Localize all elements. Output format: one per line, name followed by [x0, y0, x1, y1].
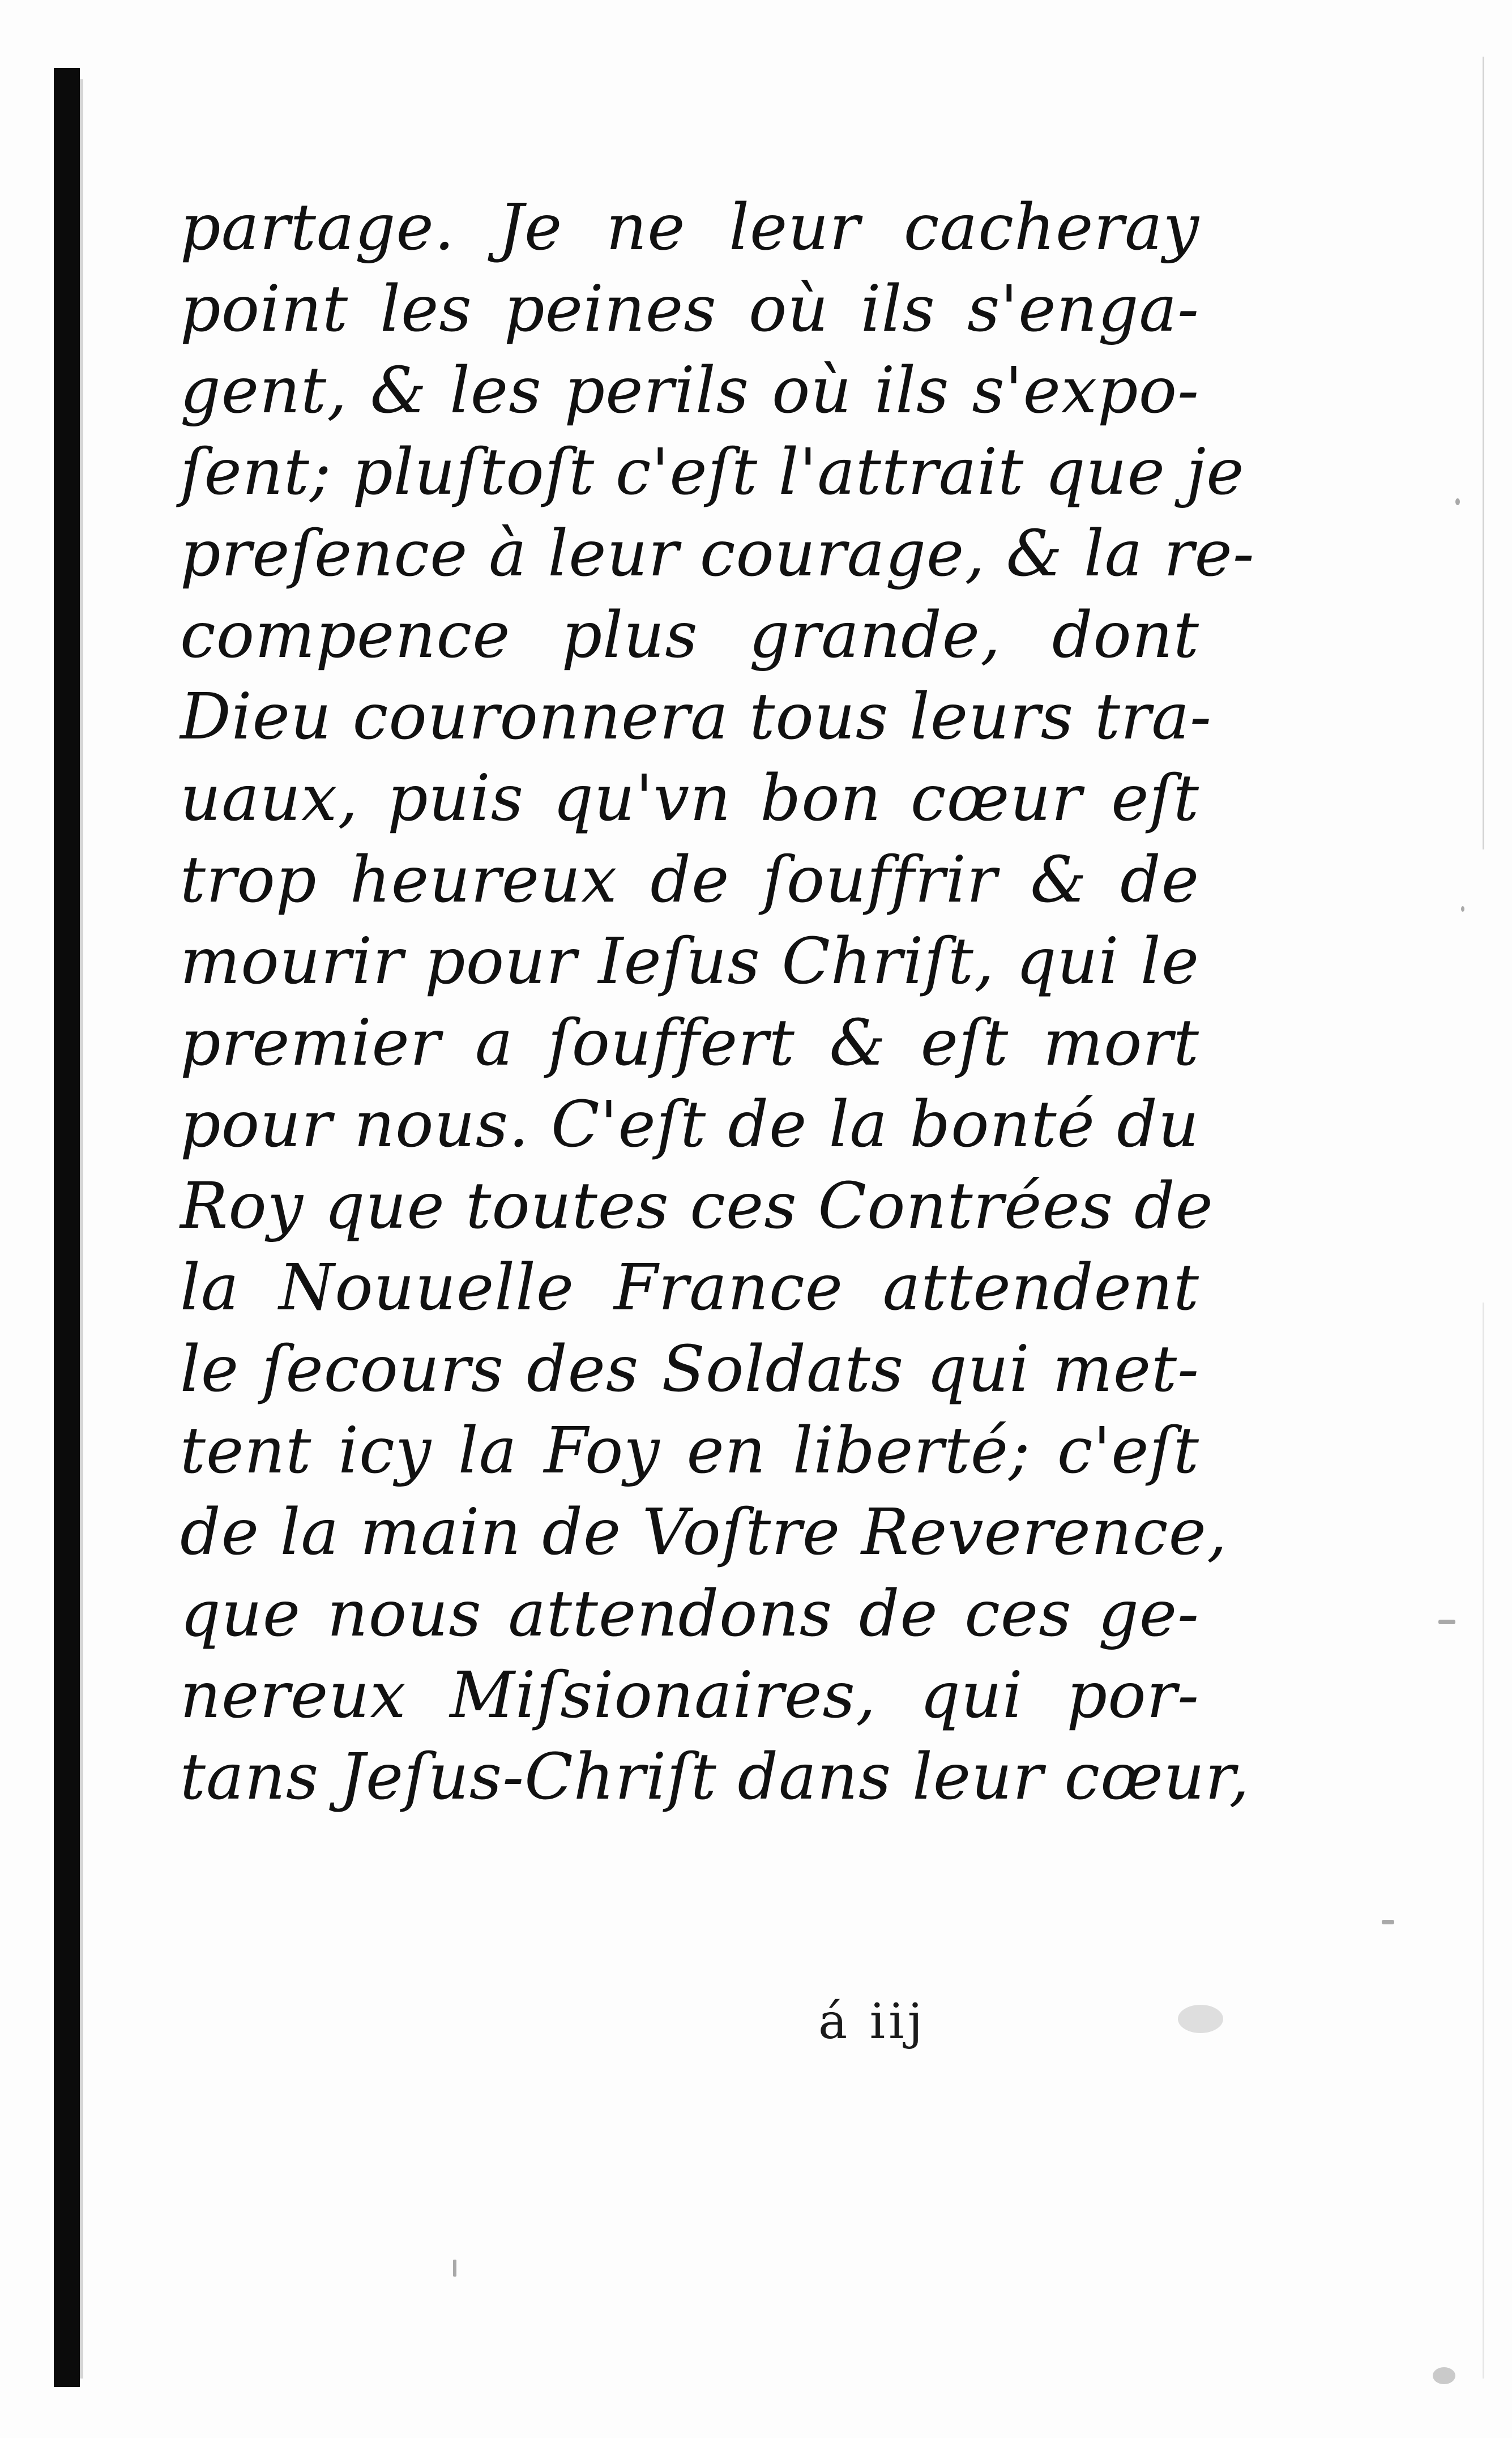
text-line: premier a ſouffert & eſt mort [180, 1006, 1199, 1080]
scan-speck [1438, 1620, 1455, 1624]
text-line: point les peines où ils s'enga- [180, 272, 1199, 346]
text-line: tans Jeſus-Chriſt dans leur cœur, [180, 1740, 1250, 1814]
signature-mark: á iij [818, 1993, 926, 2050]
text-line: Roy que toutes ces Contrées de [180, 1169, 1214, 1243]
text-line: que nous attendons de ces ge- [180, 1577, 1199, 1651]
scan-speck [1455, 498, 1460, 505]
text-line: trop heureux de ſouffrir & de [180, 843, 1199, 917]
text-line: Dieu couronnera tous leurs tra- [180, 680, 1212, 754]
text-line: de la main de Voſtre Reverence, [180, 1496, 1228, 1569]
binding-shadow [80, 79, 83, 2379]
text-line: le ſecours des Soldats qui met- [180, 1333, 1199, 1406]
text-line: tent icy la Foy en liberté; c'eſt [180, 1414, 1199, 1488]
text-line: la Nouuelle France attendent [180, 1251, 1199, 1325]
text-line: nereux Miſsionaires, qui por- [180, 1659, 1199, 1732]
scan-edge-mark [1483, 1303, 1484, 2379]
text-line: uaux, puis qu'vn bon cœur eſt [180, 762, 1199, 835]
text-line: pour nous. C'eſt de la bonté du [180, 1088, 1199, 1162]
scan-speck [1382, 1920, 1394, 1924]
text-line: mourir pour Ieſus Chriſt, qui le [180, 925, 1199, 998]
page-body-text [180, 187, 1255, 1818]
text-line: preſence à leur courage, & la re- [180, 517, 1255, 591]
text-line: partage. Je ne leur cacheray [180, 191, 1199, 264]
scan-edge-mark [1483, 57, 1484, 849]
scan-speck [453, 2260, 456, 2277]
text-line: compence plus grande, dont [180, 599, 1199, 672]
scan-speck [1178, 2005, 1223, 2033]
binding-edge [54, 68, 80, 2387]
text-line: gent, & les perils où ils s'expo- [180, 354, 1199, 428]
scan-speck [1461, 906, 1464, 912]
scan-speck [1433, 2367, 1455, 2384]
text-line: ſent; pluſtoſt c'eſt l'attrait que je [180, 435, 1245, 509]
